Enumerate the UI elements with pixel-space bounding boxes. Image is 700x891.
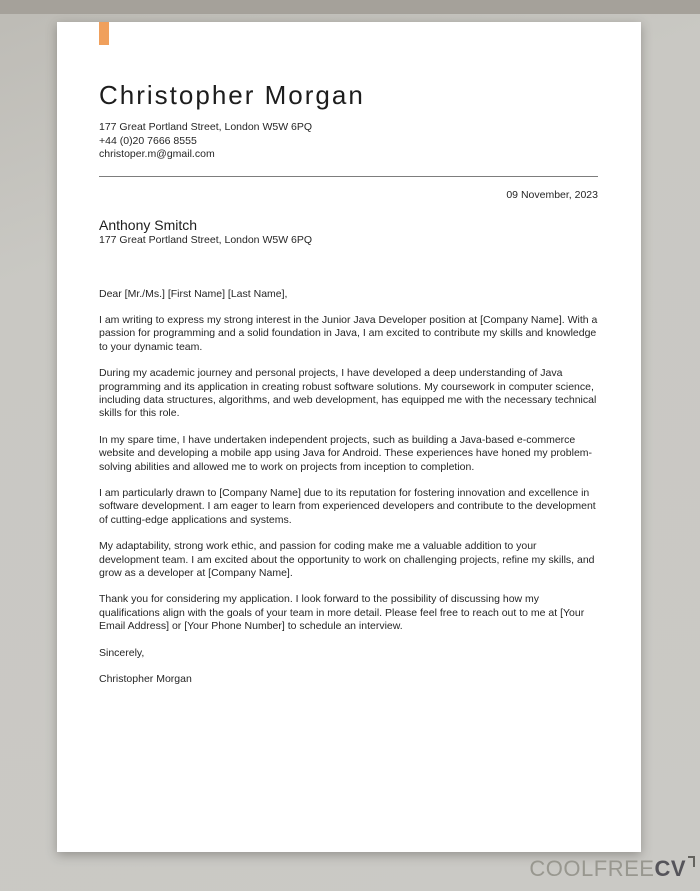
body-paragraph-3: In my spare time, I have undertaken independent projects, such as building a Java-based e-commerce website and developing a mobile app using Java for Android. These experiences have honed my problem-solving abilities and allowed me to work on projects from inception to completion. [99, 433, 593, 473]
recipient-block [99, 217, 598, 248]
body-paragraph-5: My adaptability, strong work ethic, and passion for coding make me a valuable addition to your development team. I am excited about the opportunity to work on challenging projects, refine my skills, and grow as a developer at [Company Name]. [99, 540, 595, 579]
body-paragraph-1: I am writing to express my strong interest in the Junior Java Developer position at [Company Name]. With a passion for programming and a solid foundation in Java, I am excited to contribute my skills and knowledge to your dynamic team. [99, 313, 598, 353]
logo-text-light: COOLFREE [529, 856, 655, 881]
body-paragraph-4: I am particularly drawn to [Company Name] due to its reputation for fostering innovation and excellence in software development. I am eager to learn from experienced developers and contribute to the development of cutting-edge applications and systems. [99, 486, 596, 526]
salutation: Dear [Mr./Ms.] [First Name] [Last Name], [99, 287, 288, 300]
body-paragraph-2: During my academic journey and personal projects, I have developed a deep understanding of Java programming and its application in creating robust software solutions. My coursework in computer science, including data structures, algorithms, and web development, has equipped me with the necessary technical skills for this role. [99, 367, 597, 420]
header-divider [99, 176, 598, 177]
cover-letter-page [57, 22, 641, 852]
closing: Sincerely, [99, 646, 145, 659]
top-bar [0, 0, 700, 14]
sender-name: Christopher Morgan [99, 80, 365, 110]
body-paragraph-6: Thank you for considering my application. I look forward to the possibility of discussing how my qualifications align with the goals of your team in more detail. Please feel free to reach out to me at [Your Email Address] or [Your Phone Number] to schedule an interview. [99, 593, 585, 633]
logo-text-bold: CV [654, 856, 686, 881]
coolfreecv-logo [529, 856, 695, 882]
sender-contact-block [99, 121, 598, 162]
recipient-name: Anthony Smitch [99, 217, 198, 233]
signature-name: Christopher Morgan [99, 673, 192, 686]
sender-phone: +44 (0)20 7666 8555 [99, 134, 197, 147]
letter-date: 09 November, 2023 [506, 188, 598, 201]
sender-address: 177 Great Portland Street, London W5W 6PQ [99, 121, 313, 133]
corner-bracket-icon [688, 856, 695, 867]
letter-content [57, 22, 641, 686]
sender-email: christoper.m@gmail.com [99, 148, 215, 160]
accent-mark [99, 22, 109, 45]
recipient-address: 177 Great Portland Street, London W5W 6PQ [99, 234, 313, 246]
